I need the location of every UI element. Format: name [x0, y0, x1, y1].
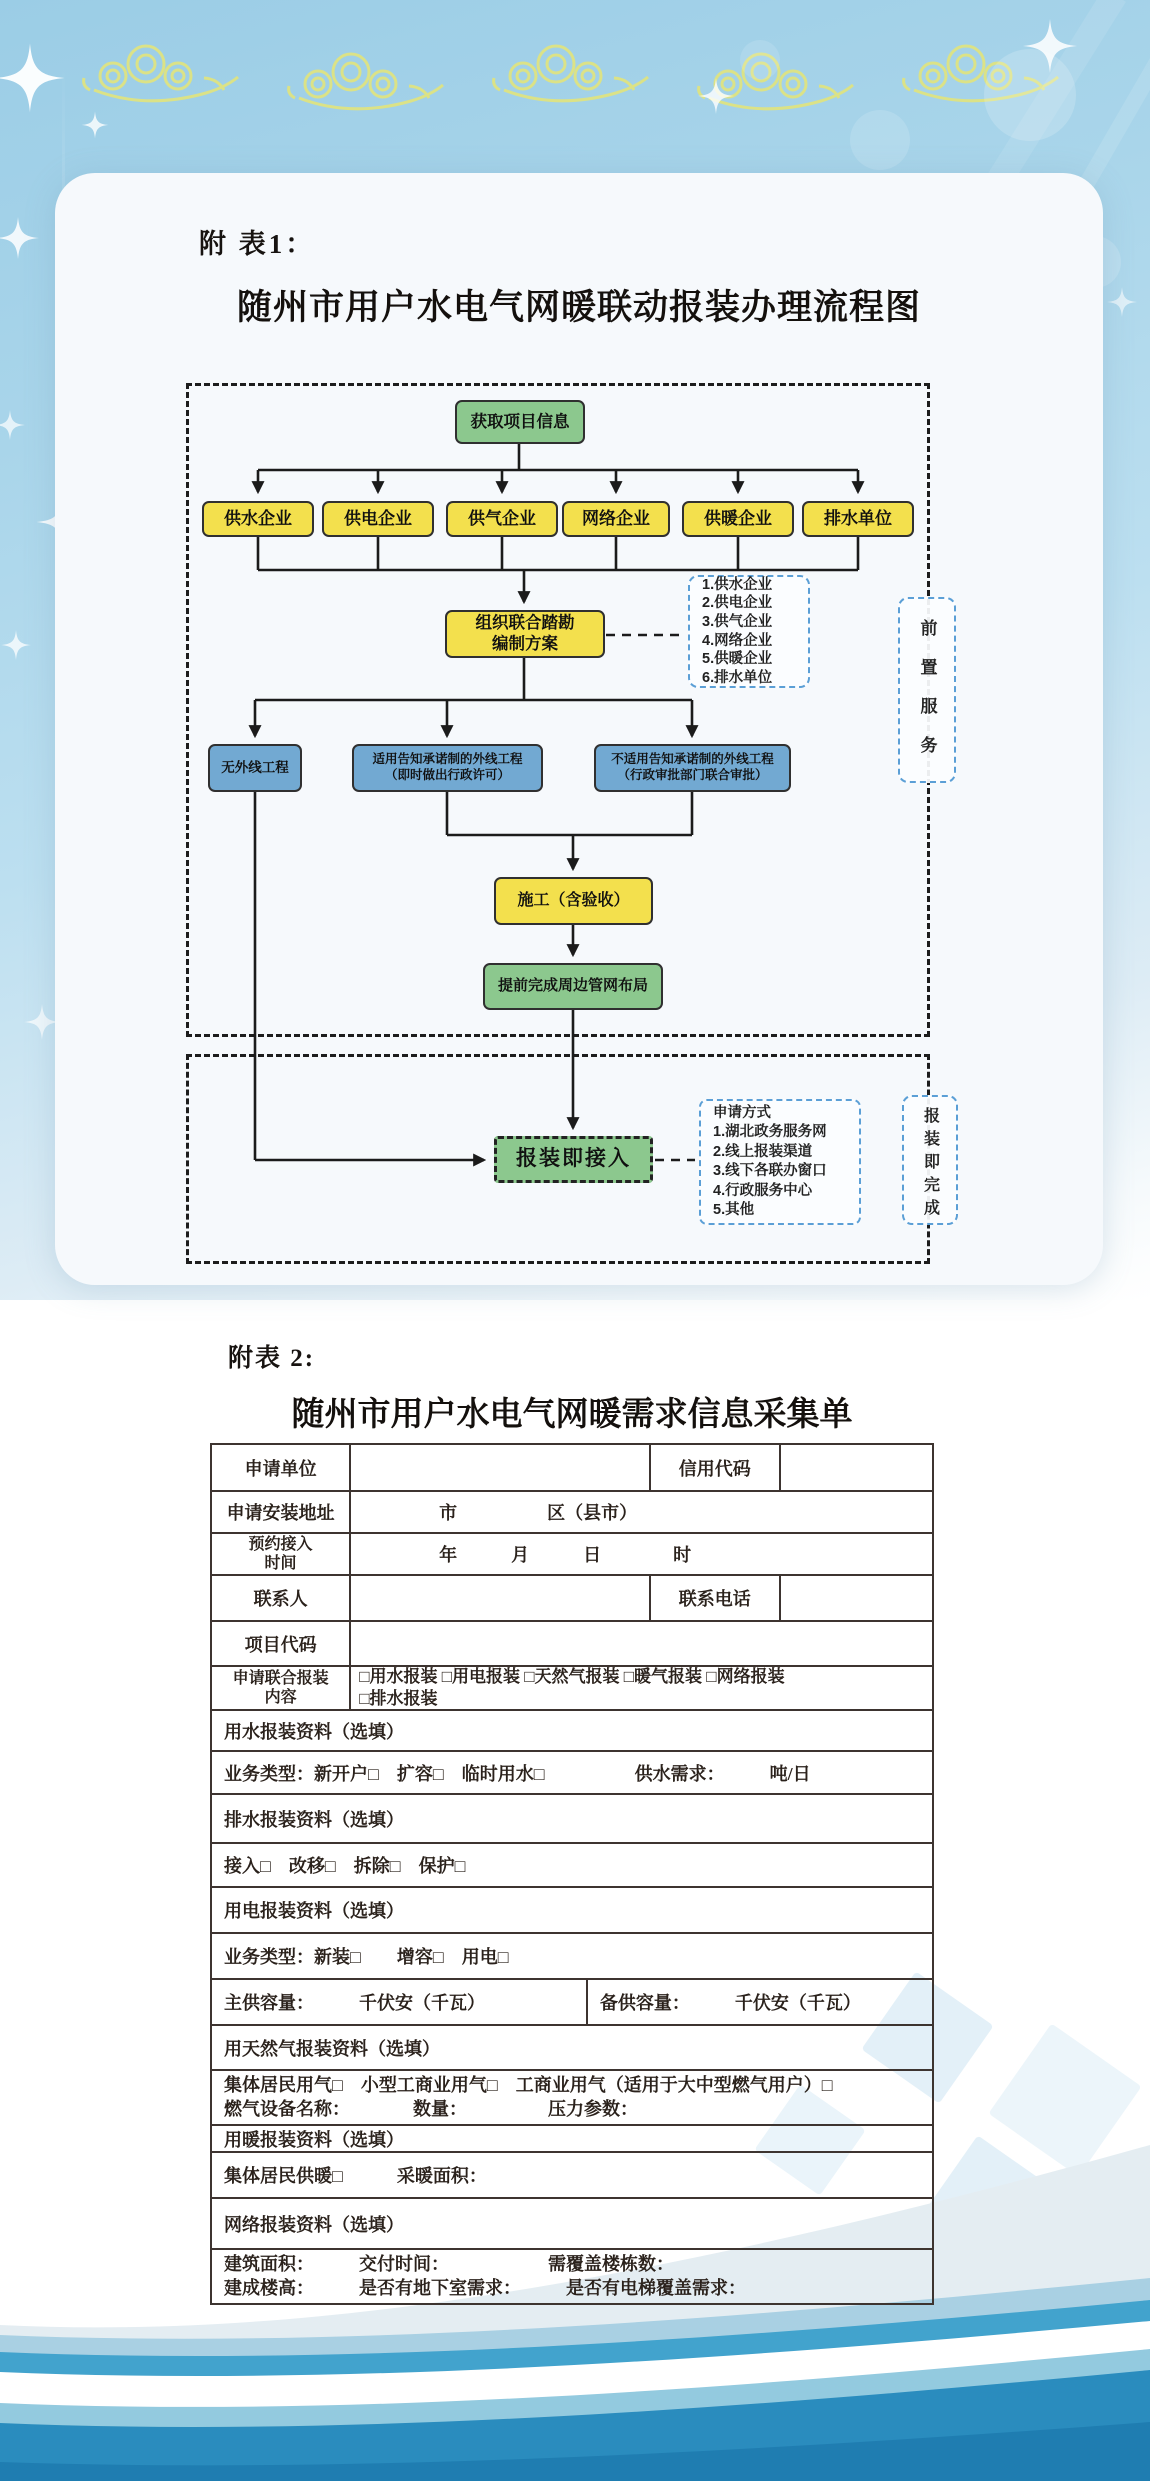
attachment2-label: 附表 2:: [228, 1345, 316, 1372]
cell-label-line1: 预约接入: [248, 1535, 313, 1553]
node-joint-survey: [445, 610, 605, 658]
checkbox-line2: □排水报装: [359, 1689, 438, 1708]
info-collection-table: [210, 1443, 934, 2305]
node-commitment-applicable-line1: 适用告知承诺制的外线工程: [372, 752, 523, 767]
cell-main-capacity: 主供容量： 千伏安（千瓦）: [224, 1993, 485, 2013]
section-header-power: 用电报装资料（选填）: [224, 1901, 404, 1921]
stage-label-front-service: 前置服务: [898, 597, 956, 783]
network-line2: 建成楼高： 是否有地下室需求： 是否有电梯覆盖需求：: [224, 2277, 746, 2298]
gas-line1: 集体居民用气□ 小型工商业用气□ 工商业用气（适用于大中型燃气用户）□: [224, 2075, 833, 2096]
section-header-network: 网络报装资料（选填）: [224, 2214, 404, 2235]
provider-list-item: 4.网络企业: [702, 632, 773, 649]
table-row-drain-header: [212, 1793, 932, 1842]
section-header-heat: 用暖报装资料（选填）: [224, 2129, 404, 2150]
cell-heat-detail: 集体居民供暖□ 采暖面积：: [224, 2166, 487, 2186]
table-row-gas-header: [212, 2024, 932, 2069]
network-line1: 建筑面积： 交付时间： 需覆盖楼栋数：: [224, 2254, 674, 2275]
provider-list-item: 6.排水单位: [702, 669, 773, 686]
cell-gas-detail: [212, 2071, 932, 2124]
cell-value: [779, 1576, 932, 1620]
cell-label: 项目代码: [244, 1634, 317, 1655]
table-row-heat-header: [212, 2124, 932, 2151]
apply-method-item: 3.线下各联办窗口: [713, 1163, 827, 1179]
table-row-joint-apply-content: [212, 1665, 932, 1709]
node-joint-survey-line2: 编制方案: [492, 635, 558, 653]
apply-methods-note: [699, 1099, 861, 1225]
cell-label: 联系电话: [649, 1576, 779, 1620]
node-no-outside-line: 无外线工程: [208, 744, 302, 792]
apply-methods-title: 申请方式: [713, 1104, 771, 1121]
cell-label: 申请单位: [244, 1458, 317, 1479]
table-row-power-capacity: [212, 1978, 932, 2024]
section-header-drain: 排水报装资料（选填）: [224, 1809, 404, 1830]
table-row-power-type: [212, 1932, 932, 1978]
node-construction: 施工（含验收）: [494, 877, 653, 925]
node-commitment-applicable-line2: （即时做出行政许可）: [384, 768, 510, 782]
form-title: 随州市用户水电气网暖需求信息采集单: [291, 1397, 853, 1433]
provider-list-item: 5.供暖企业: [702, 651, 773, 668]
node-commitment-not-applicable-line1: 不适用告知承诺制的外线工程: [611, 752, 774, 767]
checkbox-line1: □用水报装 □用电报装 □天然气报装 □暖气报装 □网络报装: [359, 1666, 785, 1686]
flowchart-title: 随州市用户水电气网暖联动报装办理流程图: [236, 288, 921, 327]
node-drainage-unit: 排水单位: [802, 501, 914, 537]
gas-line2: 燃气设备名称： 数量： 压力参数：: [224, 2098, 638, 2119]
front-service-stage-frame: [186, 383, 930, 1037]
cell-value: 年 月 日 时: [349, 1534, 932, 1574]
attachment1-label: 附 表1：: [199, 229, 316, 259]
node-heating-company: 供暖企业: [682, 501, 794, 537]
table-row-power-header: [212, 1886, 932, 1932]
table-row-address: [212, 1490, 932, 1532]
table-row-drain-type: [212, 1842, 932, 1886]
cell-network-detail: [212, 2250, 932, 2303]
node-get-project-info: 获取项目信息: [455, 400, 585, 444]
table-row-water-header: [212, 1709, 932, 1750]
stage-label-connect-done: 报装即完成: [902, 1095, 958, 1225]
section-header-gas: 用天然气报装资料（选填）: [224, 2038, 440, 2059]
node-commitment-applicable: [352, 744, 543, 792]
node-commitment-not-applicable: [594, 744, 791, 792]
cell-water-type: 业务类型：新开户□ 扩容□ 临时用水□ 供水需求： 吨/日: [224, 1763, 811, 1784]
cell-label: 申请安装地址: [226, 1503, 335, 1523]
node-gas-company: 供气企业: [446, 501, 558, 537]
apply-method-item: 5.其他: [713, 1202, 755, 1218]
provider-list-item: 3.供气企业: [702, 613, 773, 630]
cell-power-type: 业务类型：新装□ 增容□ 用电□: [224, 1947, 509, 1967]
cell-drain-type: 接入□ 改移□ 拆除□ 保护□: [224, 1856, 466, 1876]
cell-label-line2: 内容: [264, 1689, 297, 1706]
node-electric-company: 供电企业: [322, 501, 434, 537]
cell-backup-capacity: 备供容量： 千伏安（千瓦）: [586, 1980, 932, 2024]
node-pipeline-layout: 提前完成周边管网布局: [483, 963, 663, 1010]
table-row-heat-detail: [212, 2151, 932, 2197]
apply-method-item: 2.线上报装渠道: [713, 1143, 813, 1160]
cell-label-line2: 时间: [264, 1555, 297, 1572]
cell-label: 联系人: [253, 1589, 308, 1609]
provider-list-note: [688, 575, 810, 688]
node-network-company: 网络企业: [562, 501, 670, 537]
cell-label: [212, 1534, 349, 1574]
cell-value: [349, 1576, 648, 1620]
table-row-network-detail: [212, 2248, 932, 2303]
node-commitment-not-applicable-line2: （行政审批部门联合审批）: [617, 768, 768, 782]
apply-method-item: 1.湖北政务服务网: [713, 1124, 827, 1140]
cell-value: [349, 1622, 932, 1665]
section-header-water: 用水报装资料（选填）: [224, 1721, 404, 1742]
provider-list-item: 1.供水企业: [702, 576, 773, 593]
cell-value: 市 区（县市）: [349, 1492, 932, 1532]
table-row-water-type: [212, 1750, 932, 1793]
cell-label-line1: 申请联合报装: [232, 1669, 329, 1687]
table-row-contact: [212, 1574, 932, 1620]
cell-value: [779, 1445, 932, 1490]
table-row-applicant: [212, 1445, 932, 1490]
node-joint-survey-line1: 组织联合踏勘: [475, 614, 575, 633]
table-row-project-code: [212, 1620, 932, 1665]
cell-checkbox-options: [349, 1667, 932, 1709]
cell-value: [349, 1445, 648, 1490]
table-row-network-header: [212, 2197, 932, 2248]
cell-label: 信用代码: [649, 1445, 779, 1490]
cell-label: [212, 1667, 349, 1709]
table-row-gas-detail: [212, 2069, 932, 2124]
apply-method-item: 4.行政服务中心: [713, 1182, 813, 1199]
provider-list-item: 2.供电企业: [702, 595, 773, 612]
node-connect-on-apply: 报装即接入: [494, 1136, 653, 1183]
table-row-appointment-time: [212, 1532, 932, 1574]
node-water-company: 供水企业: [202, 501, 314, 537]
